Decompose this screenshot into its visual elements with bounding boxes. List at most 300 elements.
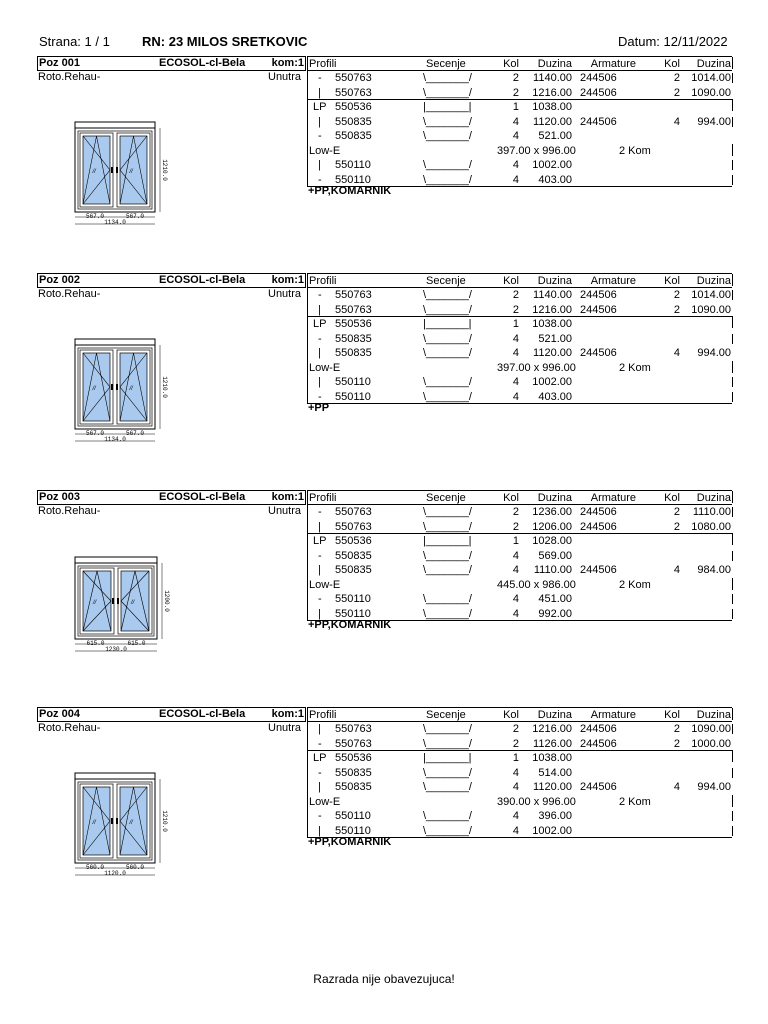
quantity: 2 <box>512 506 519 518</box>
cut-type: \_______/ <box>423 115 472 128</box>
length: 1206.00 <box>532 520 572 533</box>
quantity: 4 <box>512 766 519 779</box>
table-row <box>308 115 732 129</box>
cut-type: \_______/ <box>423 390 472 403</box>
quantity: 4 <box>512 781 519 793</box>
quantity: 4 <box>512 564 519 576</box>
column-header: Kol <box>503 275 519 287</box>
position-number: Poz 001 <box>39 57 80 69</box>
length: 1140.00 <box>533 289 572 301</box>
total-width: 1134.0 <box>104 219 126 226</box>
glass-mark: // <box>131 600 135 606</box>
table-row <box>308 288 732 302</box>
handle-icon <box>116 167 118 173</box>
table-header <box>308 708 732 722</box>
row-edge <box>732 551 733 561</box>
quantity: 1 <box>512 318 519 330</box>
position-block <box>0 273 768 473</box>
column-header: Profili <box>309 492 337 504</box>
glass-size: 390.00 x 996.00 <box>497 795 576 808</box>
profile-code: 550536 <box>335 318 372 330</box>
length: 1028.00 <box>532 535 572 547</box>
quantity: 1 <box>512 101 519 113</box>
cut-type: \_______/ <box>423 824 472 837</box>
profile-code: 550835 <box>335 347 372 359</box>
cut-type: |_______| <box>423 318 472 330</box>
reinforcement-quantity: 4 <box>673 347 680 359</box>
profile-symbol: - <box>318 766 322 779</box>
profile-symbol: - <box>318 593 322 605</box>
length: 1002.00 <box>532 824 572 837</box>
table-row <box>308 158 732 172</box>
reinforcement-quantity: 2 <box>673 520 680 533</box>
profile-code: 550763 <box>335 737 372 750</box>
fitting-name: Roto.Rehau- <box>38 71 101 83</box>
reinforcement-quantity: 2 <box>673 737 680 750</box>
cut-type: \_______/ <box>423 376 472 388</box>
row-edge <box>732 144 733 156</box>
table-row <box>308 86 732 100</box>
length: 1216.00 <box>532 303 572 316</box>
extras-note: +PP,KOMARNIK <box>308 619 392 631</box>
profile-symbol: - <box>318 332 322 345</box>
column-header: Secenje <box>426 58 466 70</box>
cut-type: \_______/ <box>423 549 472 562</box>
row-edge <box>732 175 733 185</box>
profile-symbol: - <box>318 72 322 84</box>
glass-count: 2 Kom <box>619 361 651 374</box>
window-drawing <box>60 545 180 665</box>
glass-size: 397.00 x 996.00 <box>497 144 576 157</box>
quantity: 2 <box>512 520 519 533</box>
column-header: Armature <box>590 58 636 70</box>
handle-icon <box>111 167 113 173</box>
row-edge <box>732 160 733 170</box>
table-row <box>308 346 732 360</box>
profile-symbol: | <box>318 159 321 171</box>
quantity: 2 <box>512 86 519 99</box>
column-header: Armature <box>590 709 636 721</box>
cut-type: \_______/ <box>423 781 472 793</box>
handle-icon <box>112 598 114 604</box>
section-divider <box>308 750 732 751</box>
profile-symbol: - <box>318 390 322 403</box>
profile-symbol: | <box>318 781 321 793</box>
column-header: Duzina <box>537 492 572 504</box>
quantity: 4 <box>512 173 519 186</box>
table-row <box>308 361 732 375</box>
reinforcement-length: 1090.00 <box>691 303 731 316</box>
reinforcement-length: 1090.00 <box>691 86 731 99</box>
section-divider <box>308 99 732 100</box>
reinforcement-length: 994.00 <box>697 115 731 128</box>
glass-count: 2 Kom <box>619 578 651 591</box>
cut-type: \_______/ <box>423 289 472 301</box>
column-header: Duzina <box>537 709 572 721</box>
row-edge <box>732 99 733 111</box>
fitting-name: Roto.Rehau- <box>38 288 101 300</box>
height-dimension: 1210.0 <box>161 376 168 398</box>
extras-note: +PP <box>308 402 330 414</box>
position-header <box>37 490 306 505</box>
opening-side: Unutra <box>268 71 302 83</box>
glass-count: 2 Kom <box>619 795 651 808</box>
profile-symbol: - <box>318 810 322 822</box>
quantity: 2 <box>512 72 519 84</box>
table-row <box>308 100 732 114</box>
opening-side: Unutra <box>268 288 302 300</box>
profile-code: 550110 <box>335 376 371 388</box>
glass-pane <box>120 787 147 855</box>
glass-pane <box>83 571 111 631</box>
table-row <box>308 505 732 519</box>
profile-symbol: - <box>318 506 322 518</box>
quantity: 2 <box>512 737 519 750</box>
reinforcement-code: 244506 <box>580 723 617 735</box>
table-row <box>308 390 732 404</box>
column-header: Armature <box>590 275 636 287</box>
reinforcement-quantity: 4 <box>673 115 680 128</box>
length: 569.00 <box>538 549 572 562</box>
glass-type: Low-E <box>309 578 341 591</box>
column-header: Duzina <box>696 709 731 721</box>
profile-symbol: | <box>318 86 321 99</box>
glass-mark: // <box>93 600 97 606</box>
column-header: Profili <box>309 58 337 70</box>
row-edge <box>732 491 733 503</box>
profile-symbol: LP <box>313 535 327 547</box>
window-drawing-container <box>60 545 180 670</box>
column-header: Armature <box>590 492 636 504</box>
table-row <box>308 809 732 823</box>
length: 1120.00 <box>533 347 572 359</box>
position-header <box>37 273 306 288</box>
row-edge <box>732 594 733 604</box>
sash-width-right: 560.0 <box>125 864 145 871</box>
row-edge <box>732 73 733 83</box>
profile-code: 550763 <box>335 520 372 533</box>
parts-table <box>307 490 732 621</box>
column-header: Kol <box>503 492 519 504</box>
position-number: Poz 003 <box>39 491 80 503</box>
position-block <box>0 707 768 907</box>
table-header <box>308 491 732 505</box>
parts-table <box>307 707 732 838</box>
glass-mark: // <box>92 820 96 826</box>
extras-note: +PP,KOMARNIK <box>308 836 392 848</box>
height-dimension: 1210.0 <box>161 159 168 181</box>
sash-width-left: 560.0 <box>85 864 105 871</box>
sash-width-left: 615.0 <box>86 640 105 647</box>
profile-system: ECOSOL-cl-Bela <box>159 57 246 69</box>
length: 521.00 <box>538 130 572 142</box>
cut-type: \_______/ <box>423 766 472 779</box>
frame-top-strip <box>75 557 157 563</box>
parts-table <box>307 56 732 187</box>
reinforcement-code: 244506 <box>580 347 617 359</box>
handle-icon <box>116 818 118 824</box>
reinforcement-code: 244506 <box>580 737 617 750</box>
glass-mark: // <box>92 386 96 392</box>
length: 396.00 <box>538 810 572 822</box>
parts-table <box>307 273 732 404</box>
table-row <box>308 766 732 780</box>
cut-type: \_______/ <box>423 737 472 750</box>
section-divider <box>308 316 732 317</box>
piece-count: kom:1 <box>271 708 304 720</box>
glass-pane <box>83 787 110 855</box>
column-header: Duzina <box>537 58 572 70</box>
sash-width-right: 567.0 <box>125 213 145 220</box>
cut-type: \_______/ <box>423 347 472 359</box>
reinforcement-length: 1080.00 <box>691 520 731 533</box>
row-edge <box>732 316 733 328</box>
table-row <box>308 795 732 809</box>
row-edge <box>732 533 733 545</box>
cut-type: \_______/ <box>423 332 472 345</box>
row-edge <box>732 377 733 387</box>
column-header: Kol <box>503 58 519 70</box>
reinforcement-length: 1090.00 <box>691 723 731 735</box>
reinforcement-code: 244506 <box>580 781 617 793</box>
profile-code: 550763 <box>335 303 372 316</box>
row-edge <box>732 392 733 402</box>
profile-symbol: - <box>318 549 322 562</box>
quantity: 4 <box>512 593 519 605</box>
profile-code: 550835 <box>335 766 372 779</box>
length: 1110.00 <box>533 564 572 576</box>
glass-pane <box>83 353 110 421</box>
window-drawing-container <box>60 331 180 456</box>
quantity: 4 <box>512 824 519 837</box>
column-header: Duzina <box>696 275 731 287</box>
profile-code: 550763 <box>335 289 372 301</box>
reinforcement-length: 1014.00 <box>691 289 731 301</box>
reinforcement-code: 244506 <box>580 72 617 84</box>
row-edge <box>732 811 733 821</box>
column-header: Secenje <box>426 275 466 287</box>
row-edge <box>732 507 733 517</box>
glass-count: 2 Kom <box>619 144 651 157</box>
height-dimension: 1210.0 <box>161 810 168 832</box>
cut-type: |_______| <box>423 752 472 764</box>
reinforcement-quantity: 2 <box>673 86 680 99</box>
section-divider <box>308 533 732 534</box>
table-row <box>308 780 732 794</box>
handle-icon <box>116 384 118 390</box>
length: 1126.00 <box>533 737 572 750</box>
order-title: RN: 23 MILOS SRETKOVIC <box>142 34 308 49</box>
position-block <box>0 490 768 690</box>
glass-mark: // <box>129 169 133 175</box>
profile-code: 550763 <box>335 506 372 518</box>
profile-code: 550110 <box>335 159 371 171</box>
quantity: 4 <box>512 607 519 620</box>
cut-type: |_______| <box>423 101 472 113</box>
reinforcement-quantity: 2 <box>673 72 680 84</box>
table-row <box>308 520 732 534</box>
row-edge <box>732 826 733 836</box>
profile-symbol: - <box>318 130 322 142</box>
cut-type: \_______/ <box>423 86 472 99</box>
row-edge <box>732 708 733 720</box>
table-row <box>308 534 732 548</box>
table-header <box>308 274 732 288</box>
profile-symbol: | <box>318 824 321 837</box>
cut-type: \_______/ <box>423 723 472 735</box>
reinforcement-quantity: 4 <box>673 564 680 576</box>
profile-symbol: LP <box>313 318 327 330</box>
profile-symbol: - <box>318 737 322 750</box>
profile-symbol: | <box>318 723 321 735</box>
glass-size: 445.00 x 986.00 <box>497 578 576 591</box>
column-header: Kol <box>664 275 680 287</box>
reinforcement-quantity: 2 <box>673 723 680 735</box>
table-row <box>308 578 732 592</box>
piece-count: kom:1 <box>271 274 304 286</box>
profile-code: 550763 <box>335 723 372 735</box>
row-edge <box>732 334 733 344</box>
row-edge <box>732 795 733 807</box>
table-row <box>308 303 732 317</box>
glass-pane <box>83 136 110 204</box>
length: 403.00 <box>538 173 572 186</box>
row-edge <box>732 290 733 300</box>
row-edge <box>732 361 733 373</box>
length: 1236.00 <box>532 506 572 518</box>
table-row <box>308 722 732 736</box>
window-drawing-container <box>60 114 180 239</box>
position-block <box>0 56 768 256</box>
glass-mark: // <box>129 386 133 392</box>
cut-type: \_______/ <box>423 303 472 316</box>
reinforcement-code: 244506 <box>580 289 617 301</box>
reinforcement-length: 1000.00 <box>691 737 731 750</box>
length: 1120.00 <box>533 115 572 128</box>
frame-top-strip <box>75 339 155 345</box>
window-drawing-container <box>60 765 180 890</box>
column-header: Duzina <box>696 492 731 504</box>
column-header: Secenje <box>426 709 466 721</box>
cut-type: \_______/ <box>423 564 472 576</box>
total-width: 1134.0 <box>104 436 126 443</box>
reinforcement-quantity: 2 <box>673 506 680 518</box>
quantity: 4 <box>512 347 519 359</box>
row-edge <box>732 117 733 127</box>
table-row <box>308 549 732 563</box>
cut-type: \_______/ <box>423 593 472 605</box>
reinforcement-code: 244506 <box>580 303 617 316</box>
profile-code: 550835 <box>335 115 372 128</box>
glass-size: 397.00 x 996.00 <box>497 361 576 374</box>
row-edge <box>732 274 733 286</box>
profile-symbol: | <box>318 303 321 316</box>
reinforcement-code: 244506 <box>580 506 617 518</box>
window-drawing <box>60 765 180 885</box>
table-row <box>308 563 732 577</box>
frame-top-strip <box>75 122 155 128</box>
profile-code: 550763 <box>335 72 372 84</box>
quantity: 4 <box>512 130 519 142</box>
reinforcement-length: 1110.00 <box>692 506 731 518</box>
length: 514.00 <box>538 766 572 779</box>
profile-code: 550536 <box>335 535 372 547</box>
length: 1140.00 <box>533 72 572 84</box>
glass-mark: // <box>92 169 96 175</box>
position-header <box>37 707 306 722</box>
footer-disclaimer: Razrada nije obavezujuca! <box>313 972 455 986</box>
row-edge <box>732 724 733 734</box>
page-number: Strana: 1 / 1 <box>39 34 110 49</box>
sash-width-left: 567.0 <box>85 213 105 220</box>
window-drawing <box>60 331 180 451</box>
cut-type: |_______| <box>423 535 472 547</box>
glass-pane <box>120 353 147 421</box>
length: 1216.00 <box>532 723 572 735</box>
total-width: 1230.0 <box>105 646 127 653</box>
length: 1038.00 <box>532 752 572 764</box>
sash-width-right: 615.0 <box>127 640 146 647</box>
column-header: Kol <box>664 492 680 504</box>
cut-type: \_______/ <box>423 159 472 171</box>
reinforcement-length: 994.00 <box>697 781 731 793</box>
sash-width-right: 567.0 <box>125 430 145 437</box>
profile-code: 550110 <box>335 810 371 822</box>
document-date: Datum: 12/11/2022 <box>618 34 728 49</box>
quantity: 4 <box>512 376 519 388</box>
quantity: 2 <box>512 303 519 316</box>
window-drawing <box>60 114 180 234</box>
table-row <box>308 592 732 606</box>
opening-side: Unutra <box>268 722 302 734</box>
cut-type: \_______/ <box>423 173 472 186</box>
column-header: Duzina <box>696 58 731 70</box>
table-row <box>308 317 732 331</box>
reinforcement-quantity: 2 <box>673 303 680 316</box>
table-header <box>308 57 732 71</box>
fitting-name: Roto.Rehau- <box>38 505 101 517</box>
profile-code: 550835 <box>335 781 372 793</box>
opening-side: Unutra <box>268 505 302 517</box>
profile-system: ECOSOL-cl-Bela <box>159 708 246 720</box>
glass-pane <box>121 571 149 631</box>
table-row <box>308 129 732 143</box>
column-header: Kol <box>664 709 680 721</box>
profile-code: 550110 <box>335 173 371 186</box>
length: 1038.00 <box>532 318 572 330</box>
column-header: Profili <box>309 709 337 721</box>
cut-type: \_______/ <box>423 520 472 533</box>
column-header: Secenje <box>426 492 466 504</box>
glass-pane <box>120 136 147 204</box>
glass-type: Low-E <box>309 144 341 157</box>
fitting-name: Roto.Rehau- <box>38 722 101 734</box>
length: 1216.00 <box>532 86 572 99</box>
profile-code: 550110 <box>335 390 371 403</box>
profile-code: 550835 <box>335 130 372 142</box>
table-row <box>308 144 732 158</box>
profile-symbol: | <box>318 347 321 359</box>
profile-symbol: LP <box>313 101 327 113</box>
table-row <box>308 71 732 85</box>
length: 992.00 <box>538 607 572 620</box>
handle-icon <box>111 384 113 390</box>
profile-code: 550110 <box>335 593 371 605</box>
profile-symbol: | <box>318 376 321 388</box>
total-width: 1120.0 <box>104 870 126 877</box>
handle-icon <box>117 598 119 604</box>
profile-code: 550763 <box>335 86 372 99</box>
